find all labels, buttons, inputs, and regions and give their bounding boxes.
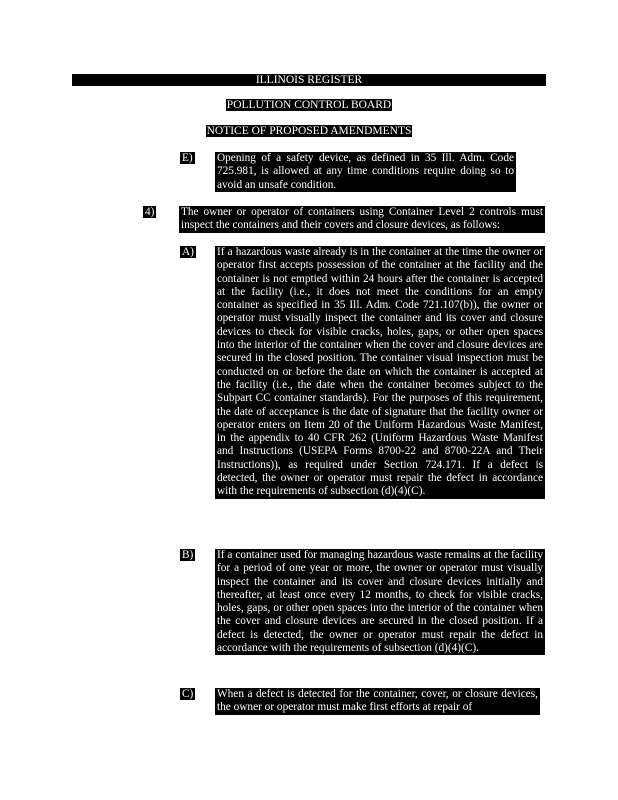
notice-header <box>72 125 546 138</box>
item-b-text: If a container used for managing hazardous waste remains at the facility for a period of one year or more, the owner or operator must visually inspect the container and its cover and closure devices initially and thereafter, at least once every 12 months, to check for visible cracks, holes, gaps, or other open spaces into the interior of the container when the cover and closure devices are secured in the closed position. If a defect is detected, the owner or operator must repair the defect in accordance with the requirements of subsection (d)(4)(C). <box>217 549 543 655</box>
board-title: POLLUTION CONTROL BOARD <box>226 99 392 111</box>
item-e-text: Opening of a safety device, as defined in 35 Ill. Adm. Code 725.981, is allowed at any time conditions require doing so to avoid an unsafe condition. <box>217 152 514 191</box>
board-header <box>72 99 546 112</box>
item-c-text: When a defect is detected for the container, cover, or closure devices, the owner or operator must make first efforts at repair of <box>217 688 538 714</box>
notice-title: NOTICE OF PROPOSED AMENDMENTS <box>206 125 412 137</box>
section-4-label: 4) <box>145 206 155 218</box>
register-title: ILLINOIS REGISTER <box>255 74 363 86</box>
item-e-label: E) <box>182 152 193 164</box>
item-a-text: If a hazardous waste already is in the container at the time the owner or operator first accepts possession of the container at the facility and the container is not emptied within 24 hours after the container is accepted at the facility (i.e., it does not meet the conditions for an empty container as specified in 35 Ill. Adm. Code 721.107(b)), the owner or operator must visually inspect the container and its cover and closure devices to check for visible cracks, holes, gaps, or other open spaces into the interior of the container when the cover and closure devices are secured in the closed position. The container visual inspection must be conducted on or before the date on which the container is accepted at the facility (i.e., the date when the container becomes subject to the Subpart CC container standards). For the purposes of this requirement, the date of acceptance is the date of signature that the facility owner or operator enters on Item 20 of the Uniform Hazardous Waste Manifest, in the appendix to 40 CFR 262 (Uniform Hazardous Waste Manifest and Instructions (USEPA Forms 8700-22 and 8700-22A and Their Instructions)), as required under Section 724.171. If a defect is detected, the owner or operator must repair the defect in accordance with the requirements of subsection (d)(4)(C). <box>217 246 543 498</box>
item-b-label: B) <box>182 549 194 561</box>
item-a-label: A) <box>182 246 194 258</box>
section-4-text: The owner or operator of containers using Container Level 2 controls must inspect the containers and their covers and closure devices, as follows: <box>181 206 543 232</box>
register-header <box>72 74 546 86</box>
item-c-label: C) <box>182 688 194 700</box>
